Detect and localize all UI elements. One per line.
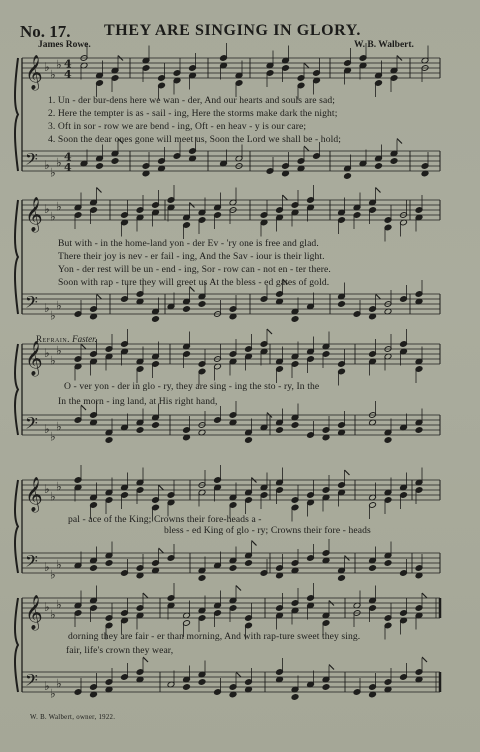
note-flag [397,139,402,144]
note-flag [329,665,334,670]
system-brace [15,58,18,171]
note-head [183,306,191,313]
note-head [90,565,98,572]
note-head [105,437,113,444]
hymn-number: No. 17. [20,22,71,41]
note-flag [422,657,427,662]
lyricist-credit: James Rowe. [38,40,91,50]
note-flag [283,195,288,200]
lyric-line: Soon with rap - ture they will greet us At the bless - ed gates of gold. [58,277,330,288]
lyric-line: pal - ace of the King; Crowns their fore-heads a - [68,514,262,525]
flat-sign: ♭ [56,298,62,313]
note-flag [422,593,427,598]
system-brace [15,344,18,435]
lyric-line: dorning they are fair - er than morning, And with rap-ture sweet they sing. [68,631,361,642]
note-head [96,163,104,170]
bass-clef: 𝄢 [25,551,38,575]
note-head [111,158,119,165]
note-flag [97,188,102,193]
lyric-line: fair, life's crown they wear, [66,645,174,656]
note-flag [143,593,148,598]
flat-sign: ♭ [44,422,50,436]
copyright-notice: W. B. Walbert, owner, 1922. [30,714,116,721]
note-head [198,679,206,686]
lyric-line: 1. Un - der bur-dens here we wan - der, And our hearts and souls are sad; [48,95,335,106]
note-head [152,316,160,323]
note-flag [304,63,309,68]
time-signature-top: 4 [64,57,72,71]
note-flag [159,548,164,553]
flat-sign: ♭ [56,343,62,358]
flat-sign: ♭ [44,560,50,574]
bass-clef: 𝄢 [25,413,38,437]
lyric-line: O - ver yon - der in glo - ry, they are sing - ing the sto - ry, In the [64,381,320,392]
flat-sign: ♭ [50,567,56,582]
flat-sign: ♭ [50,686,56,701]
treble-clef: 𝄞 [25,341,43,376]
note-head [152,422,160,429]
flat-sign: ♭ [44,158,50,172]
hymn-title: THEY ARE SINGING IN GLORY. [104,22,362,39]
lyric-line: Yon - der rest will be un - end - ing, Sor - row can - not en - ter there. [58,264,331,275]
note-head [322,684,330,691]
time-signature-bottom: 4 [64,68,72,81]
flat-sign: ♭ [50,607,56,622]
flat-sign: ♭ [44,679,50,693]
note-head [344,173,352,180]
treble-clef: 𝄞 [25,197,43,232]
system-brace [15,598,18,692]
note-head [369,565,377,572]
lyric-line: But with - in the home-land yon - der Ev - 'ry one is free and glad. [58,238,319,249]
flat-sign: ♭ [50,489,56,504]
note-head [198,301,206,308]
lyric-line: 2. Here the tempter is as - sail - ing, Here the storms make dark the night; [48,108,338,119]
flat-sign: ♭ [44,482,50,496]
note-flag [252,541,257,546]
flat-sign: ♭ [56,419,62,434]
note-flag [345,470,350,475]
lyric-line: bless - ed King of glo - ry; Crowns their fore - heads [164,525,371,536]
flat-sign: ♭ [50,353,56,368]
flat-sign: ♭ [50,165,56,180]
note-flag [97,294,102,299]
note-head [338,301,346,308]
system-brace [15,200,18,314]
note-head [105,560,113,567]
lyric-line: 3. Oft in sor - row we are bend - ing, Oft - en heav - y is our care; [48,121,307,132]
refrain-heading [36,334,97,344]
note-flag [267,329,272,334]
flat-sign: ♭ [56,557,62,572]
flat-sign: ♭ [56,199,62,214]
lyric-line: In the morn - ing land, at His right hand, [58,396,218,407]
note-head [384,437,392,444]
note-flag [304,146,309,151]
note-head [384,560,392,567]
flat-sign: ♭ [44,301,50,315]
note-head [229,565,237,572]
flat-sign: ♭ [56,155,62,170]
flat-sign: ♭ [50,209,56,224]
note-head [136,427,144,434]
bass-clef: 𝄢 [25,292,38,316]
treble-clef: 𝄞 [25,55,43,90]
bass-clef: 𝄢 [25,149,38,173]
note-flag [81,344,86,349]
treble-clef: 𝄞 [25,595,43,630]
flat-sign: ♭ [56,676,62,691]
flat-sign: ♭ [50,429,56,444]
flat-sign: ♭ [56,479,62,494]
flat-sign: ♭ [44,346,50,360]
flat-sign: ♭ [44,60,50,74]
note-head [276,427,284,434]
note-flag [143,657,148,662]
time-signature-top: 4 [64,150,72,164]
note-head [198,575,206,582]
note-flag [159,485,164,490]
time-signature-bottom: 4 [64,161,72,174]
note-flag [236,672,241,677]
tempo-marking: Faster. [72,334,97,344]
bass-clef: 𝄢 [25,670,38,694]
system-brace [15,480,18,573]
refrain-label: Refrain. [36,334,70,344]
composer-credit: W. B. Walbert. [354,40,414,50]
note-head [245,560,253,567]
note-head [415,427,423,434]
note-head [375,163,383,170]
note-head [390,158,398,165]
note-flag [376,188,381,193]
flat-sign: ♭ [50,67,56,82]
note-head [291,422,299,429]
note-head [291,316,299,323]
note-head [183,684,191,691]
flat-sign: ♭ [44,600,50,614]
lyric-line: There their joy is nev - er fail - ing, And the Sav - iour is their light. [58,251,325,262]
flat-sign: ♭ [56,597,62,612]
note-head [245,437,253,444]
note-head [338,575,346,582]
note-head [291,694,299,701]
lyric-line: 4. Soon the dear ones gone will meet us, Soon the Lord we shall be - hold; [48,134,342,145]
flat-sign: ♭ [44,202,50,216]
flat-sign: ♭ [50,308,56,323]
note-flag [236,586,241,591]
treble-clef: 𝄞 [25,477,43,512]
flat-sign: ♭ [56,57,62,72]
note-flag [376,294,381,299]
